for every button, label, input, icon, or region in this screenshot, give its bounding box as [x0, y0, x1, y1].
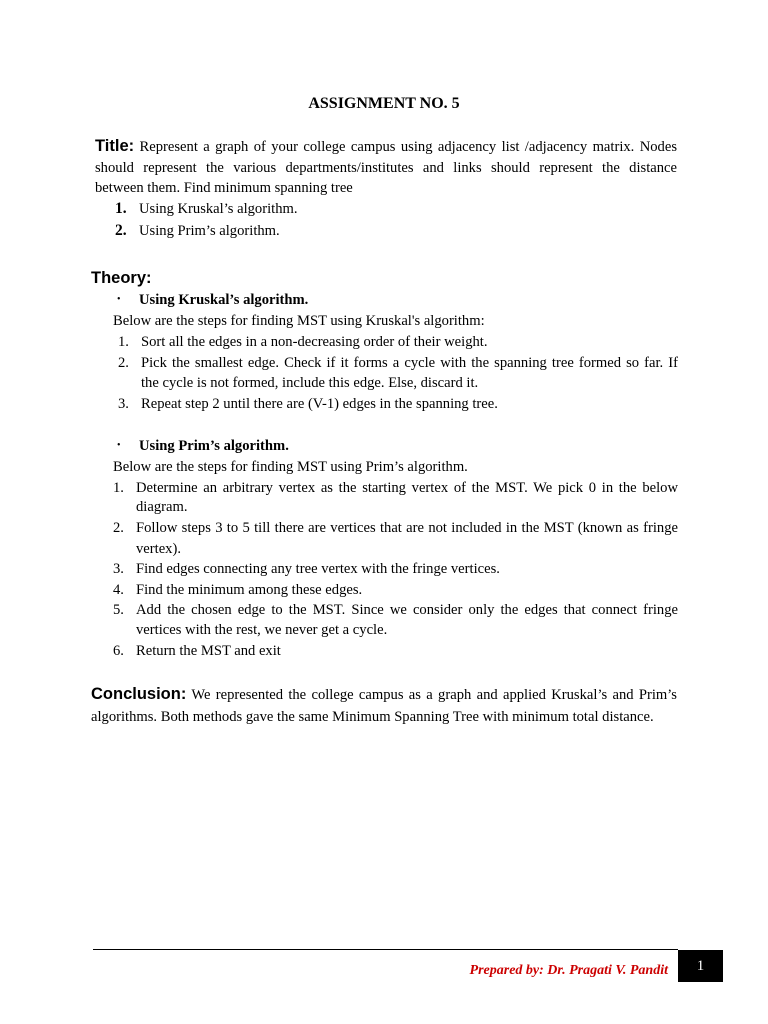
prim-intro: Below are the steps for finding MST using Prim’s algorithm. — [113, 459, 468, 475]
page-number: 1 — [678, 950, 723, 982]
prim-step: Follow steps 3 to 5 till there are vertices that are not included in the MST (known as fringe — [136, 520, 678, 536]
conclusion-line-1 — [91, 683, 677, 706]
kruskal-step-number: 2. — [118, 355, 129, 371]
prim-step: Find edges connecting any tree vertex with the fringe vertices. — [136, 561, 500, 577]
task-number: 2. — [115, 222, 127, 239]
conclusion-label: Conclusion: — [91, 685, 187, 703]
bullet-icon: • — [117, 294, 121, 305]
footer-divider — [93, 949, 678, 950]
prim-step-number: 1. — [113, 480, 124, 496]
bullet-icon: • — [117, 440, 121, 451]
prim-step: Return the MST and exit — [136, 643, 281, 659]
prim-step-number: 3. — [113, 561, 124, 577]
prim-step-continued: vertex). — [136, 541, 181, 557]
kruskal-step-number: 3. — [118, 396, 129, 412]
prim-heading: Using Prim’s algorithm. — [139, 438, 289, 454]
task-item: Using Kruskal’s algorithm. — [139, 201, 298, 217]
prim-step-number: 6. — [113, 643, 124, 659]
kruskal-step-continued: the cycle is not formed, include this edge. Else, discard it. — [141, 375, 479, 391]
title-line-2: should represent the various departments/institutes and links should represent the distance — [95, 160, 677, 176]
kruskal-step-number: 1. — [118, 334, 129, 350]
prim-step-number: 4. — [113, 582, 124, 598]
prim-step-continued: diagram. — [136, 499, 188, 515]
kruskal-heading: Using Kruskal’s algorithm. — [139, 292, 309, 308]
prim-step-continued: vertices with the rest, we never get a cycle. — [136, 622, 388, 638]
title-line-3: between them. Find minimum spanning tree — [95, 180, 353, 196]
kruskal-step: Repeat step 2 until there are (V-1) edges in the spanning tree. — [141, 396, 498, 412]
conclusion-text-1: We represented the college campus as a graph and applied Kruskal’s and Prim’s — [191, 687, 677, 703]
prim-step-number: 2. — [113, 520, 124, 536]
title-label: Title: — [95, 137, 135, 155]
task-item: Using Prim’s algorithm. — [139, 223, 280, 239]
kruskal-step: Pick the smallest edge. Check if it forms a cycle with the spanning tree formed so far. If — [141, 355, 678, 371]
kruskal-intro: Below are the steps for finding MST using Kruskal's algorithm: — [113, 313, 485, 329]
conclusion-line-2: algorithms. Both methods gave the same Minimum Spanning Tree with minimum total distance. — [91, 709, 654, 725]
prim-step: Determine an arbitrary vertex as the starting vertex of the MST. We pick 0 in the below — [136, 480, 678, 496]
footer-prepared-by: Prepared by: Dr. Pragati V. Pandit — [469, 963, 668, 978]
task-number: 1. — [115, 200, 127, 217]
prim-step: Add the chosen edge to the MST. Since we consider only the edges that connect fringe — [136, 602, 678, 618]
title-text-1: Represent a graph of your college campus using adjacency list /adjacency matrix. Nodes — [139, 139, 677, 155]
theory-label: Theory: — [91, 269, 152, 287]
title-line-1 — [95, 135, 677, 158]
assignment-heading: ASSIGNMENT NO. 5 — [308, 95, 460, 112]
kruskal-step: Sort all the edges in a non-decreasing order of their weight. — [141, 334, 488, 350]
prim-step-number: 5. — [113, 602, 124, 618]
prim-step: Find the minimum among these edges. — [136, 582, 363, 598]
